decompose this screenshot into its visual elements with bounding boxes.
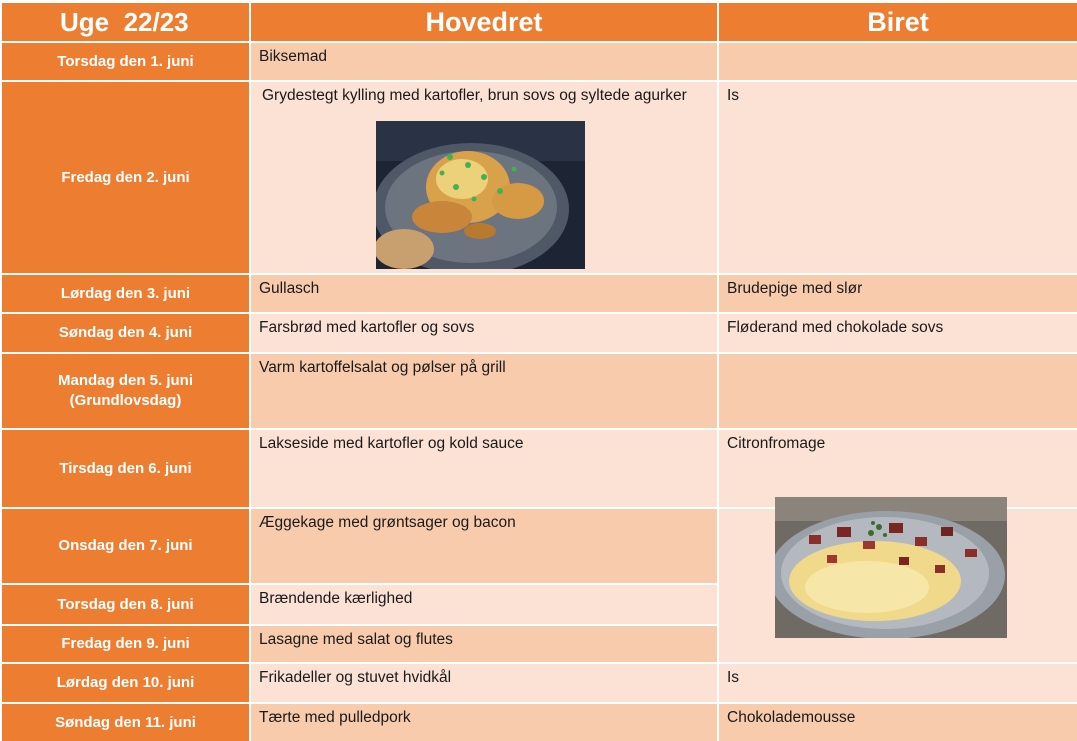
day-cell: Torsdag den 8. juni [2, 585, 249, 624]
day-cell: Tirsdag den 6. juni [2, 430, 249, 507]
roast-chicken-photo [376, 121, 585, 269]
main-course-cell: Frikadeller og stuvet hvidkål [251, 664, 717, 702]
day-cell: Fredag den 2. juni [2, 82, 249, 273]
day-cell: Lørdag den 3. juni [2, 275, 249, 312]
dessert-cell [719, 354, 1077, 428]
main-course-text: Grydestegt kylling med kartofler, brun sovs og syltede agurker [262, 87, 687, 104]
dessert-cell: Citronfromage [719, 430, 1077, 507]
main-course-cell: Varm kartoffelsalat og pølser på grill [251, 354, 717, 428]
dessert-cell: Brudepige med slør [719, 275, 1077, 312]
day-note: (Grundlovsdag) [69, 392, 182, 409]
dessert-photo [775, 497, 1007, 638]
main-course-header: Hovedret [251, 3, 717, 41]
day-cell: Søndag den 4. juni [2, 314, 249, 352]
main-course-cell: Farsbrød med kartofler og sovs [251, 314, 717, 352]
dessert-header: Biret [719, 3, 1077, 41]
day-cell: Fredag den 9. juni [2, 626, 249, 662]
main-course-cell: Lakseside med kartofler og kold sauce [251, 430, 717, 507]
main-course-cell: Biksemad [251, 43, 717, 80]
dessert-cell [719, 43, 1077, 80]
main-course-cell: Lasagne med salat og flutes [251, 626, 717, 662]
day-label: Mandag den 5. juni [57, 372, 193, 389]
day-cell: Torsdag den 1. juni [2, 43, 249, 80]
dessert-cell: Is [719, 82, 1077, 273]
day-cell: Onsdag den 7. juni [2, 509, 249, 583]
dessert-cell: Chokolademousse [719, 704, 1077, 741]
dessert-cell: Fløderand med chokolade sovs [719, 314, 1077, 352]
dessert-cell: Is [719, 664, 1077, 702]
week-header: Uge 22/23 [2, 3, 249, 41]
day-cell [2, 354, 249, 428]
day-cell: Søndag den 11. juni [2, 704, 249, 741]
day-cell: Lørdag den 10. juni [2, 664, 249, 702]
main-course-cell: Gullasch [251, 275, 717, 312]
main-course-cell: Brændende kærlighed [251, 585, 717, 624]
main-course-cell: Æggekage med grøntsager og bacon [251, 509, 717, 583]
main-course-cell: Tærte med pulledpork [251, 704, 717, 741]
